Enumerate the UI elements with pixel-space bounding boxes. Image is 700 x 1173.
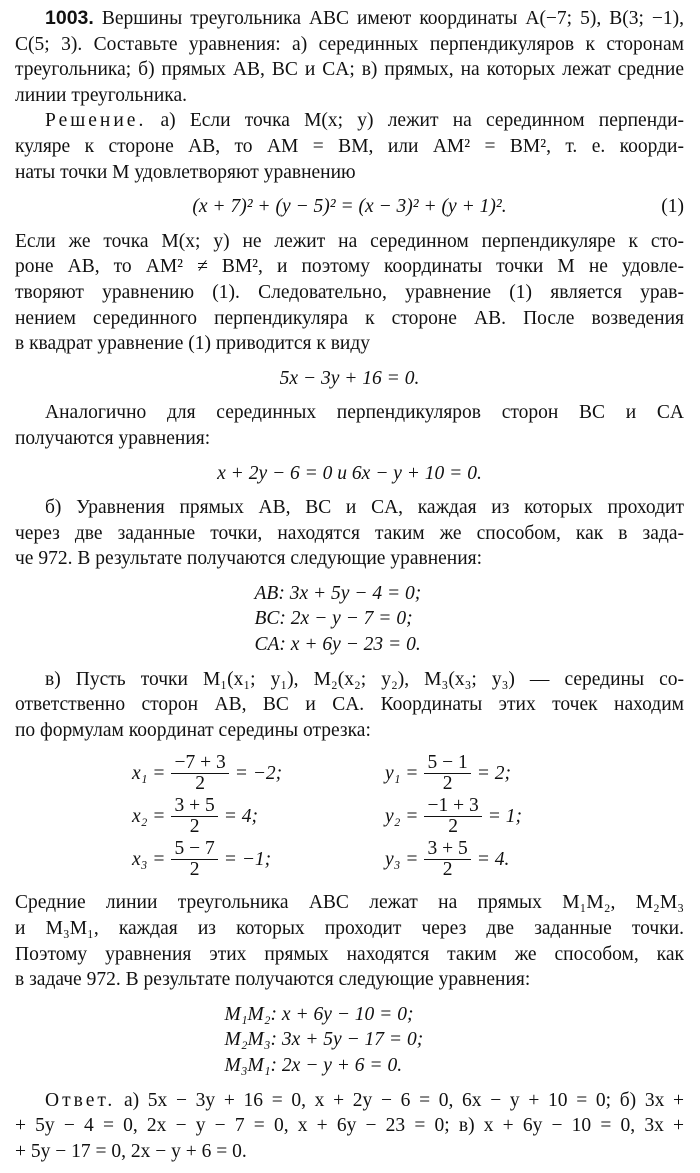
midpoint-row <box>15 752 684 795</box>
fraction <box>424 796 481 837</box>
fraction <box>424 839 470 880</box>
numerator: −1 + 3 <box>424 796 481 817</box>
problem-line: C(5; 3). Составьте уравнения: а) серединных перпендикуляров к сторонам <box>15 33 684 55</box>
numerator: 5 − 1 <box>424 753 470 774</box>
answer <box>15 1088 684 1165</box>
equation-m2m3: M₂M₃: 3x + 5y − 17 = 0; <box>224 1029 424 1051</box>
fraction-rhs: = 4; <box>223 806 258 828</box>
fraction-rhs: = 4. <box>476 849 510 871</box>
numerator: 3 + 5 <box>171 796 217 817</box>
fraction <box>171 753 228 794</box>
equation-number: (1) <box>661 196 684 218</box>
answer-line <box>15 1088 684 1114</box>
solution-line: Поэтому уравнения этих прямых находятся таким же способом, как <box>15 943 684 965</box>
midpoint-y1 <box>385 752 511 795</box>
problem-line: линии треугольника. <box>15 84 187 106</box>
answer-line: + 5y − 4 = 0, 2x − y − 7 = 0, x + 6y − 23 = 0; в) x + 6y − 10 = 0, 3x + <box>15 1115 684 1137</box>
problem-line: треугольника; б) прямых AB, BC и CA; в) прямых, на которых лежат средние <box>15 59 684 81</box>
denominator: 2 <box>195 773 205 795</box>
solution-line <box>15 108 684 134</box>
fraction-rhs: = 1; <box>487 806 522 828</box>
answer-text: а) 5x − 3y + 16 = 0, x + 2y − 6 = 0, 6x − y + 10 = 0; б) 3x + <box>123 1089 684 1111</box>
equation-ca: CA: x + 6y − 23 = 0. <box>254 634 421 656</box>
denominator: 2 <box>442 859 453 881</box>
midline-equations <box>225 1002 475 1079</box>
numerator: 3 + 5 <box>424 839 470 860</box>
solution-line: и M₃M₁, каждая из которых проходит через две заданные точки. <box>15 918 684 940</box>
equation-m3m1: M₃M₁: 2x − y + 6 = 0. <box>224 1055 403 1076</box>
solution-line: в квадрат уравнение (1) приводится к виду <box>15 333 371 355</box>
midpoint-row <box>15 838 684 881</box>
equation-bc: BC: 2x − y − 7 = 0; <box>254 608 413 630</box>
problem-statement <box>15 6 684 108</box>
denominator: 2 <box>189 859 200 881</box>
solution-line: Средние линии треугольника ABC лежат на прямых M₁M₂, M₂M₃ <box>15 892 684 914</box>
midpoint-x1 <box>132 752 282 795</box>
solution-line: Аналогично для серединных перпендикуляров сторон BC и CA <box>45 402 684 424</box>
fraction-lhs: y₃ = <box>385 849 419 871</box>
fraction-lhs: y₁ = <box>385 763 419 785</box>
solution-line: нением серединного перпендикуляра к стороне AB. После возведения <box>15 307 684 329</box>
line-equations <box>255 581 445 658</box>
solution-line: в) Пусть точки M₁(x₁; y₁), M₂(x₂; y₂), M₃(x₃; y₃) — середины со- <box>45 668 684 690</box>
fraction-rhs: = 2; <box>476 763 511 785</box>
solution-line: наты точки M удовлетворяют уравнению <box>15 161 356 183</box>
denominator: 2 <box>189 816 200 838</box>
fraction <box>424 753 470 794</box>
solution-line: Если же точка M(x; y) не лежит на серединном перпендикуляре к сто- <box>15 230 684 252</box>
problem-text: Вершины треугольника ABC имеют координаты A(−7; 5), B(3; −1), <box>101 8 684 29</box>
numerator: −7 + 3 <box>171 753 228 774</box>
equation-ab: AB: 3x + 5y − 4 = 0; <box>254 582 422 604</box>
denominator: 2 <box>442 773 453 795</box>
equation-m1m2: M₁M₂: x + 6y − 10 = 0; <box>224 1003 414 1025</box>
solution-line: б) Уравнения прямых AB, BC и CA, каждая из которых проходит <box>45 497 684 519</box>
solution-line: получаются уравнения: <box>15 427 211 449</box>
fraction <box>171 796 217 837</box>
solution-part-a <box>15 108 684 495</box>
fraction-lhs: y₂ = <box>385 806 419 828</box>
answer-line: + 5y − 17 = 0, 2x − y + 6 = 0. <box>15 1140 247 1162</box>
problem-line <box>15 6 684 32</box>
fraction-lhs: x₃ = <box>132 849 166 871</box>
problem-number: 1003. <box>45 7 94 29</box>
denominator: 2 <box>448 816 458 838</box>
equation-perp-bc-ca: x + 2y − 6 = 0 и 6x − y + 10 = 0. <box>217 462 482 484</box>
solution-line: куляре к стороне AB, то AM = BM, или AM² = BM², т. е. коорди- <box>15 135 684 157</box>
solution-line: че 972. В результате получаются следующие уравнения: <box>15 548 483 570</box>
fraction-lhs: x₁ = <box>132 763 166 785</box>
solution-line: через две заданные точки, находятся таким же способом, как в зада- <box>15 522 684 544</box>
solution-label: Решение. <box>45 110 147 132</box>
midpoint-x3 <box>132 838 271 881</box>
solution-text: а) Если точка M(x; y) лежит на серединном перпенди- <box>160 110 685 132</box>
solution-line: по формулам координат середины отрезка: <box>15 719 371 741</box>
equation-perp-ab: 5x − 3y + 16 = 0. <box>279 367 420 389</box>
solution-part-b <box>15 495 684 667</box>
solution-line: ответственно сторон AB, BC и CA. Координаты этих точек находим <box>15 694 684 716</box>
midpoint-x2 <box>132 795 258 838</box>
fraction <box>171 839 217 880</box>
answer-label: Ответ. <box>45 1089 116 1111</box>
equation-1-formula: (x + 7)² + (y − 5)² = (x − 3)² + (y + 1)². <box>192 196 507 218</box>
solution-line: творяют уравнению (1). Следовательно, уравнение (1) является урав- <box>15 281 684 303</box>
midpoint-y2 <box>385 795 522 838</box>
numerator: 5 − 7 <box>171 839 217 860</box>
fraction-lhs: x₂ = <box>132 806 166 828</box>
fraction-rhs: = −2; <box>234 763 283 785</box>
equation-1 <box>15 194 684 220</box>
solution-line: в задаче 972. В результате получаются следующие уравнения: <box>15 969 531 991</box>
fraction-rhs: = −1; <box>223 849 272 871</box>
solution-line: роне AB, то AM² ≠ BM², и поэтому координаты точки M не удовле- <box>15 256 684 278</box>
solution-part-c <box>15 667 684 1088</box>
midpoint-y3 <box>385 838 509 881</box>
midpoint-row <box>15 795 684 838</box>
